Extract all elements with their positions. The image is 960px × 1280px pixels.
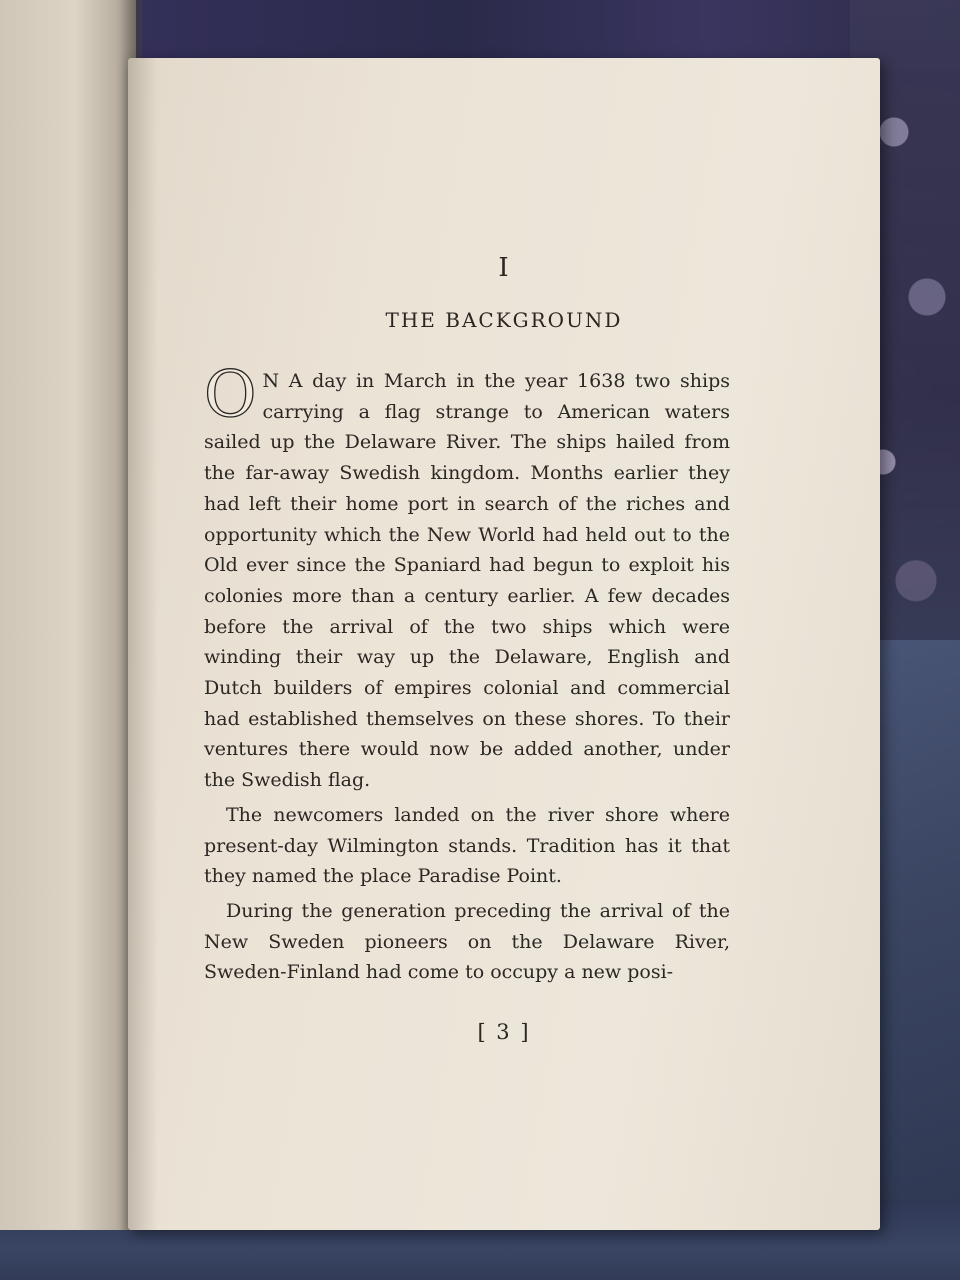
body-text (204, 358, 731, 988)
paragraph-2: The newcomers landed on the river shore where present-day Wilmington stands. Tradition has it that they named the place Paradise Point. (204, 803, 730, 888)
book-page (128, 58, 880, 1230)
paragraph-1 (204, 358, 731, 796)
chapter-title: THE BACKGROUND (385, 308, 623, 332)
drop-cap: O (204, 358, 257, 432)
opening-small-caps: N A (262, 370, 303, 392)
chapter-number: I (498, 253, 510, 283)
paragraph-1-text: day in March in the year 1638 two ships carrying a flag strange to American waters sailed up the Delaware River. The ships hailed from the far-away Swedish kingdom. Months earlier they had left their home port in search of the riches and opportunity which the New World had held out to the Old ever since the Spaniard had begun to exploit his colonies more than a century earlier. A few decades before the arrival of the two ships which were winding their way up the Delaware, English and Dutch builders of empires colonial and commercial had established themselves on these shores. To their ventures there would now be added another, under the Swedish flag. (204, 370, 731, 792)
page-number: [ 3 ] (477, 1020, 531, 1044)
left-page-edge (0, 0, 136, 1230)
page-inner-shadow (128, 58, 158, 1230)
paragraph-3: During the generation preceding the arrival of the New Sweden pioneers on the Delaware River, Sweden-Finland had come to occupy a new posi- (204, 899, 730, 984)
